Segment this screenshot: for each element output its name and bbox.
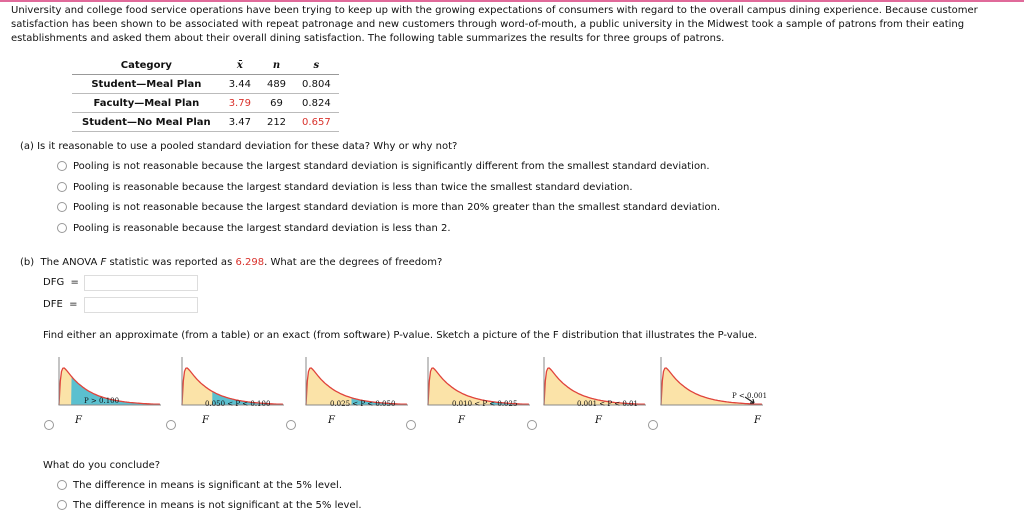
- pvalue-label-1: P > 0.100: [84, 397, 120, 405]
- row-n: 212: [259, 113, 294, 132]
- axis-label-f: F: [328, 415, 335, 426]
- table-header-row: [72, 56, 339, 75]
- header-s: s: [294, 56, 339, 75]
- problem-intro: University and college food service operations have been trying to keep up with the growing expectations of consumers with regard to the overall campus dining experience. Because customer satisfaction has been shown to be associated with repeat patronage and new customers through word-of-mouth, a public university in the Midwest took a sample of patrons from their eating establishments and asked them about their overall dining satisfaction. The following table summarizes the results for three groups of patrons.: [11, 5, 978, 44]
- part-a-option-4[interactable]: [57, 221, 451, 235]
- row-s: 0.824: [294, 94, 339, 113]
- f-statistic-value: 6.298: [235, 257, 265, 268]
- radio-button[interactable]: [166, 420, 176, 430]
- row-n: 489: [259, 75, 294, 94]
- dfe-input[interactable]: [84, 297, 198, 313]
- conclude-option-1[interactable]: [57, 478, 342, 492]
- table-row: [72, 113, 339, 132]
- row-category: Student—No Meal Plan: [72, 113, 221, 132]
- dfe-label: DFE =: [43, 299, 78, 310]
- part-b-question: [20, 257, 442, 268]
- summary-table: [72, 56, 339, 132]
- radio-button[interactable]: [57, 223, 67, 233]
- dfg-label: DFG =: [43, 277, 79, 288]
- radio-button[interactable]: [57, 202, 67, 212]
- radio-button[interactable]: [406, 420, 416, 430]
- conclude-option-2[interactable]: [57, 498, 362, 512]
- pvalue-prompt: Find either an approximate (from a table) or an exact (from software) P-value. Sketch a picture of the F distribution that illustrates the P-value.: [43, 330, 758, 341]
- radio-button[interactable]: [527, 420, 537, 430]
- option-label: Pooling is reasonable because the largest standard deviation is less than twice the smallest standard deviation.: [73, 181, 633, 193]
- option-label: The difference in means is not significant at the 5% level.: [73, 499, 362, 511]
- header-category: Category: [72, 56, 221, 75]
- part-b-question-italic: F: [100, 257, 107, 268]
- part-a-option-3[interactable]: [57, 200, 720, 214]
- option-label: Pooling is reasonable because the largest standard deviation is less than 2.: [73, 222, 451, 234]
- axis-label-f: F: [75, 415, 82, 426]
- part-b-question-suffix: . What are the degrees of freedom?: [264, 257, 443, 268]
- row-category: Student—Meal Plan: [72, 75, 221, 94]
- radio-button[interactable]: [57, 161, 67, 171]
- row-s: 0.657: [294, 113, 339, 132]
- axis-label-f: F: [202, 415, 209, 426]
- row-mean: 3.47: [221, 113, 259, 132]
- axis-label-f: F: [754, 415, 761, 426]
- radio-button[interactable]: [57, 500, 67, 510]
- header-mean: x̄: [221, 56, 259, 75]
- part-a-question: (a) Is it reasonable to use a pooled standard deviation for these data? Why or why not?: [20, 141, 458, 152]
- radio-button[interactable]: [648, 420, 658, 430]
- pvalue-label-2: 0.050 < P < 0.100: [205, 400, 271, 408]
- option-label: Pooling is not reasonable because the largest standard deviation is significantly different from the smallest standard deviation.: [73, 160, 710, 172]
- header-n: n: [259, 56, 294, 75]
- pvalue-label-4: 0.010 < P < 0.025: [452, 400, 518, 408]
- axis-label-f: F: [595, 415, 602, 426]
- top-accent-line: [0, 0, 1024, 2]
- part-a-option-1[interactable]: [57, 159, 710, 173]
- row-mean: 3.44: [221, 75, 259, 94]
- radio-button[interactable]: [286, 420, 296, 430]
- option-label: Pooling is not reasonable because the largest standard deviation is more than 20% greater than the smallest standard deviation.: [73, 201, 721, 213]
- part-b-question-prefix: (b) The ANOVA: [20, 257, 101, 268]
- radio-button[interactable]: [44, 420, 54, 430]
- table-row: [72, 75, 339, 94]
- radio-button[interactable]: [57, 182, 67, 192]
- pvalue-label-3: 0.025 < P < 0.050: [330, 400, 396, 408]
- radio-button[interactable]: [57, 480, 67, 490]
- row-s: 0.804: [294, 75, 339, 94]
- pvalue-label-6: P < 0.001: [732, 392, 768, 400]
- part-a-option-2[interactable]: [57, 180, 633, 194]
- row-category: Faculty—Meal Plan: [72, 94, 221, 113]
- row-n: 69: [259, 94, 294, 113]
- dfg-input[interactable]: [84, 275, 198, 291]
- f-dist-sketch-6: [657, 353, 764, 411]
- part-b-question-mid: statistic was reported as: [106, 257, 236, 268]
- axis-label-f: F: [458, 415, 465, 426]
- conclude-prompt: What do you conclude?: [43, 460, 161, 471]
- pvalue-label-5: 0.001 < P < 0.01: [577, 400, 638, 408]
- row-mean: 3.79: [221, 94, 259, 113]
- table-row: [72, 94, 339, 113]
- option-label: The difference in means is significant at the 5% level.: [73, 479, 342, 491]
